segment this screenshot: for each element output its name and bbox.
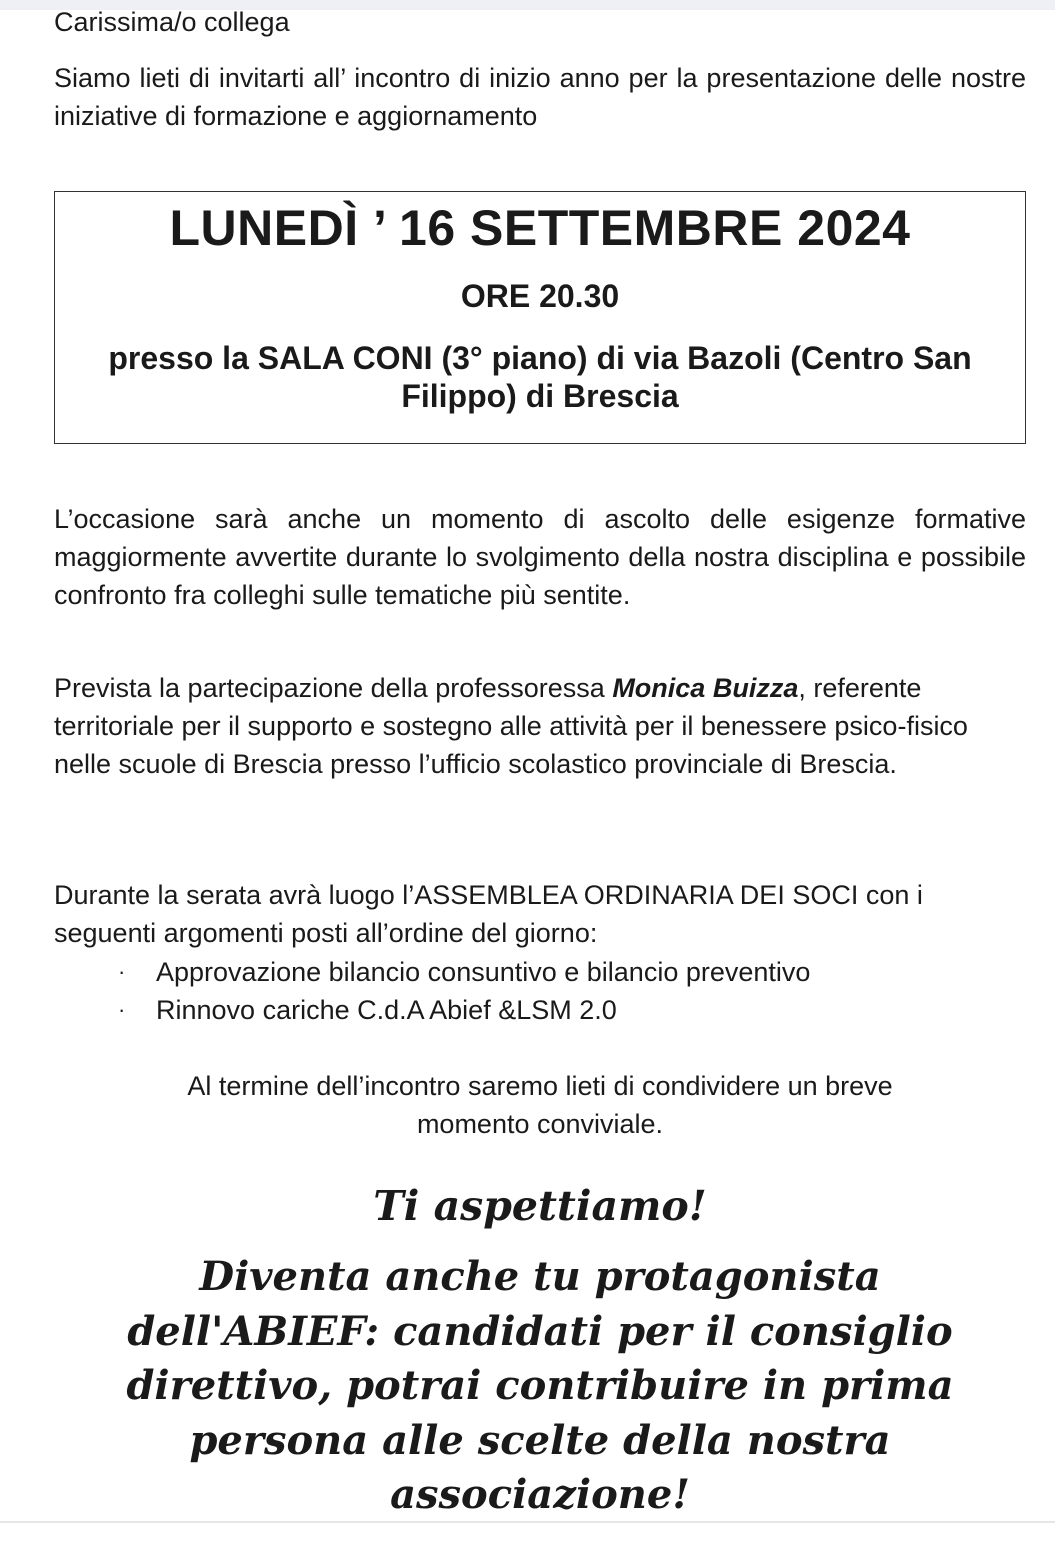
- cta-line: dell'ABIEF: candidati per il consiglio: [127, 1307, 953, 1355]
- cta-line: Diventa anche tu protagonista: [199, 1253, 881, 1300]
- agenda-list: [118, 953, 810, 1029]
- occasion-paragraph: [54, 500, 1026, 614]
- assembly-text: Durante la serata avrà luogo l’ASSEMBLEA ORDINARIA DEI SOCI con i seguenti argomenti posti all’ordine del giorno:: [54, 880, 923, 948]
- event-place: presso la SALA CONI (3° piano) di via Bazoli (Centro San Filippo) di Brescia: [108, 340, 972, 414]
- event-time: ORE 20.30: [460, 278, 620, 314]
- event-date: LUNEDÌ ’ 16 SETTEMBRE 2024: [169, 200, 911, 256]
- cta-title: Ti aspettiamo!: [373, 1182, 707, 1230]
- cta-line: persona alle scelte della nostra: [189, 1416, 891, 1464]
- speaker-paragraph: [54, 669, 1026, 783]
- occasion-text: L’occasione sarà anche un momento di ascolto delle esigenze formative maggiormente avvertite durante lo svolgimento della nostra disciplina e possibile confronto fra colleghi sulle tematiche più sentite.: [54, 504, 1026, 610]
- bullet-dot: ·: [118, 959, 126, 984]
- closing-line: momento conviviale.: [416, 1109, 664, 1139]
- cta-line: direttivo, potrai contribuire in prima: [126, 1362, 954, 1409]
- closing-paragraph: [54, 1067, 1026, 1143]
- bullet-dot: ·: [118, 997, 126, 1022]
- invite-paragraph: [54, 59, 1026, 135]
- invite-text: Siamo lieti di invitarti all’ incontro di inizio anno per la presentazione delle nostre iniziative di formazione e aggiornamento: [54, 63, 1026, 131]
- speaker-text-after: , referente territoriale per il supporto e sostegno alle attività per il benessere psico-fisico nelle scuole di Brescia presso l’ufficio scolastico provinciale di Brescia.: [54, 673, 968, 779]
- event-box: [54, 191, 1026, 444]
- closing-line: Al termine dell’incontro saremo lieti di condividere un breve: [187, 1071, 893, 1101]
- speaker-name: Monica Buizza: [612, 673, 799, 703]
- cta-line: associazione!: [390, 1471, 690, 1518]
- agenda-item-label: Rinnovo cariche C.d.A Abief &LSM 2.0: [156, 995, 617, 1025]
- agenda-item: [118, 991, 810, 1029]
- agenda-item: [118, 953, 810, 991]
- assembly-paragraph: [54, 876, 1026, 952]
- bottom-divider: [0, 1521, 1055, 1523]
- greeting: Carissima/o collega: [54, 7, 290, 37]
- cta-body: [54, 1250, 1026, 1523]
- agenda-item-label: Approvazione bilancio consuntivo e bilancio preventivo: [156, 957, 811, 987]
- speaker-text-before: Prevista la partecipazione della professoressa: [54, 673, 613, 703]
